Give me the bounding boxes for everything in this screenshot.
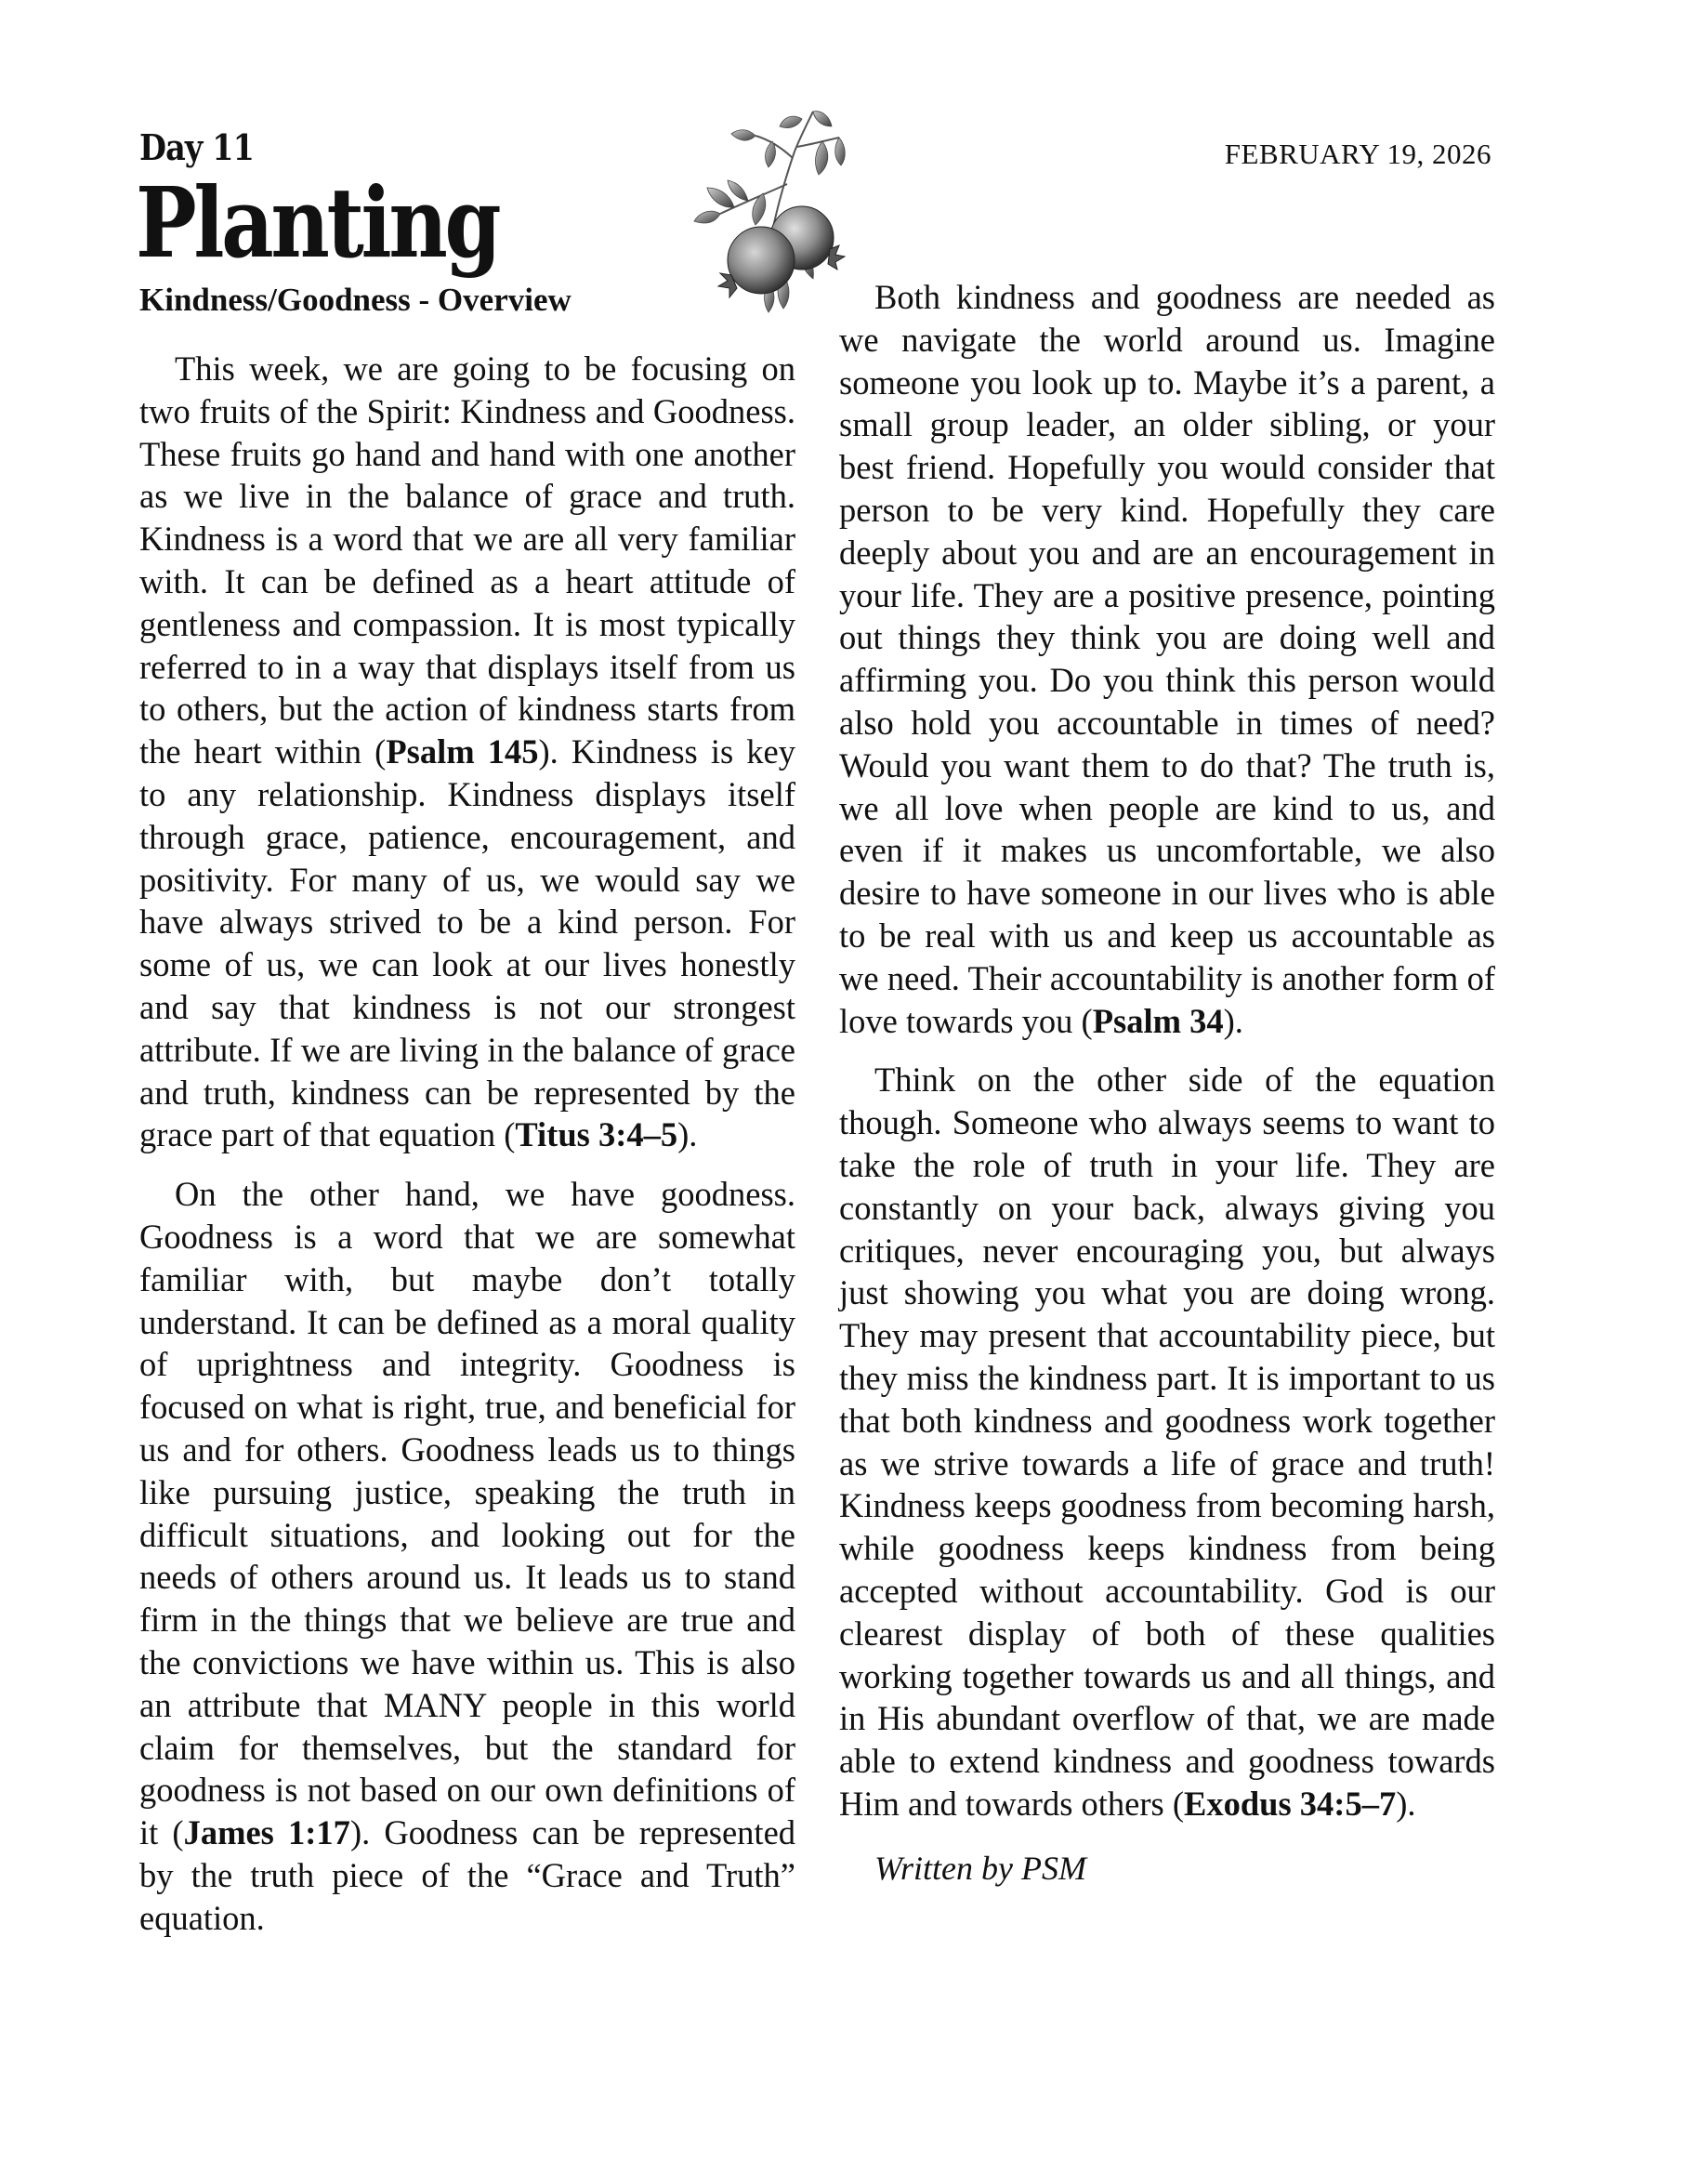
paragraph-text: ).	[677, 1115, 698, 1154]
paragraph-text: Both kindness and goodness are needed as we navigate the world around us. Imagine someone you look up to. Maybe it’s a parent, a small group leader, an older sibling, or your best friend. Hopefully you would consider that person to be very kind. Hopefully they care deeply about you and are an encouragement in your life. They are a positive presence, pointing out things they think you are doing well and affirming you. Do you think this person would also hold you accountable in times of need? Would you want them to do that? The truth is, we all love when people are kind to us, and even if it makes us uncomfortable, we also desire to have someone in our lives who is able to be real with us and keep us accountable as we need. Their accountability is another form of love towards you (	[839, 278, 1495, 1040]
page-title: Planting	[136, 165, 499, 280]
date-label: FEBRUARY 19, 2026	[1224, 138, 1491, 170]
paragraph-text: Think on the other side of the equation though. Someone who always seems to want to take the role of truth in your life. They are constantly on your back, always giving you critiques, never encouraging you, but always just showing you what you are doing wrong. They may present that accountability piece, but they miss the kindness part. It is important to us that both kindness and goodness work together as we strive towards a life of grace and truth! Kindness keeps goodness from becoming harsh, while goodness keeps kindness from being accepted without accountability. God is our clearest display of both of these qualities working together towards us and all things, and in His abundant overflow of that, we are made able to extend kindness and goodness towards Him and towards others (	[839, 1061, 1495, 1823]
paragraph-text: ). Goodness can be represented by the truth piece of the “Grace and Truth” equation.	[139, 1813, 796, 1937]
paragraph-goodness	[139, 1173, 795, 1939]
scripture-reference: Exodus 34:5–7	[1184, 1784, 1397, 1823]
scripture-reference: James 1:17	[183, 1813, 350, 1852]
scripture-reference: Psalm 34	[1092, 1001, 1224, 1040]
author-signature: Written by PSM	[874, 1849, 1086, 1887]
scripture-reference: Psalm 145	[386, 732, 539, 771]
pomegranate-fruits	[718, 206, 845, 297]
paragraph-text: ).	[1223, 1001, 1243, 1040]
paragraph-text: This week, we are going to be focusing on two fruits of the Spirit: Kindness and Goodness. These fruits go hand and hand with one another as we live in the balance of grace and truth. Kindness is a word that we are all very familiar with. It can be defined as a heart attitude of gentleness and compassion. It is most typically referred to in a way that displays itself from us to others, but the action of kindness starts from the heart within (	[139, 349, 795, 771]
left-column	[139, 348, 795, 1956]
scripture-reference: Titus 3:4–5	[515, 1115, 678, 1154]
paragraph-both-needed	[839, 276, 1495, 1042]
right-column	[839, 276, 1495, 1890]
pomegranate-illustration-icon	[683, 100, 850, 323]
paragraph-text: On the other hand, we have goodness. Goodness is a word that we are somewhat familiar with, but maybe don’t totally understand. It can be defined as a moral quality of uprightness and integrity. Goodness is focused on what is right, true, and beneficial for us and for others. Goodness leads us to things like pursuing justice, speaking the truth in difficult situations, and looking out for the needs of others around us. It leads us to stand firm in the things that we believe are true and the convictions we have within us. This is also an attribute that MANY people in this world claim for themselves, but the standard for goodness is not based on our own definitions of it (	[139, 1175, 795, 1852]
day-label: Day 11	[139, 126, 254, 168]
paragraph-kindness-intro	[139, 348, 795, 1156]
paragraph-other-side	[839, 1059, 1495, 1825]
page-subtitle: Kindness/Goodness - Overview	[139, 282, 572, 318]
paragraph-text: ). Kindness is key to any relationship. Kindness displays itself through grace, patience, encouragement, and positivity. For many of us, we would say we have always strived to be a kind person. For some of us, we can look at our lives honestly and say that kindness is not our strongest attribute. If we are living in the balance of grace and truth, kindness can be represented by the grace part of that equation (	[139, 732, 796, 1154]
paragraph-text: ).	[1396, 1784, 1416, 1823]
